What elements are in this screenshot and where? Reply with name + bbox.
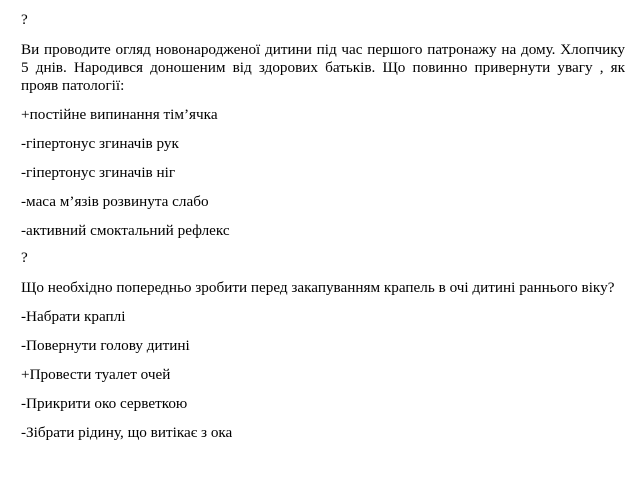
answer-option: +Провести туалет очей bbox=[21, 366, 171, 383]
question-mark: ? bbox=[21, 249, 28, 266]
answer-option: -маса м’язів розвинута слабо bbox=[21, 193, 209, 210]
answer-option: -Зібрати рідину, що витікає з ока bbox=[21, 424, 233, 441]
answer-option: -активний смоктальний рефлекс bbox=[21, 222, 230, 239]
question-stem: Ви проводите огляд новонародженої дитини під час першого патронажу на дому. Хлопчику 5 днів. Народився доношеним від здорових батьків. Що повинно привернути увагу , як прояв патології: bbox=[21, 41, 625, 94]
answer-option: -Прикрити око серветкою bbox=[21, 395, 188, 412]
document-page bbox=[21, 11, 625, 442]
question-stem: Що необхідно попередньо зробити перед закапуванням крапель в очі дитині раннього віку? bbox=[21, 279, 615, 296]
answer-option: +постійне випинання тім’ячка bbox=[21, 106, 218, 123]
answer-option: -Набрати краплі bbox=[21, 308, 126, 325]
question-mark: ? bbox=[21, 11, 28, 28]
answer-option: -гіпертонус згиначів ніг bbox=[21, 164, 176, 181]
question-block-2 bbox=[21, 249, 625, 442]
question-block-1 bbox=[21, 11, 625, 240]
answer-option: -Повернути голову дитині bbox=[21, 337, 190, 354]
answer-option: -гіпертонус згиначів рук bbox=[21, 135, 179, 152]
